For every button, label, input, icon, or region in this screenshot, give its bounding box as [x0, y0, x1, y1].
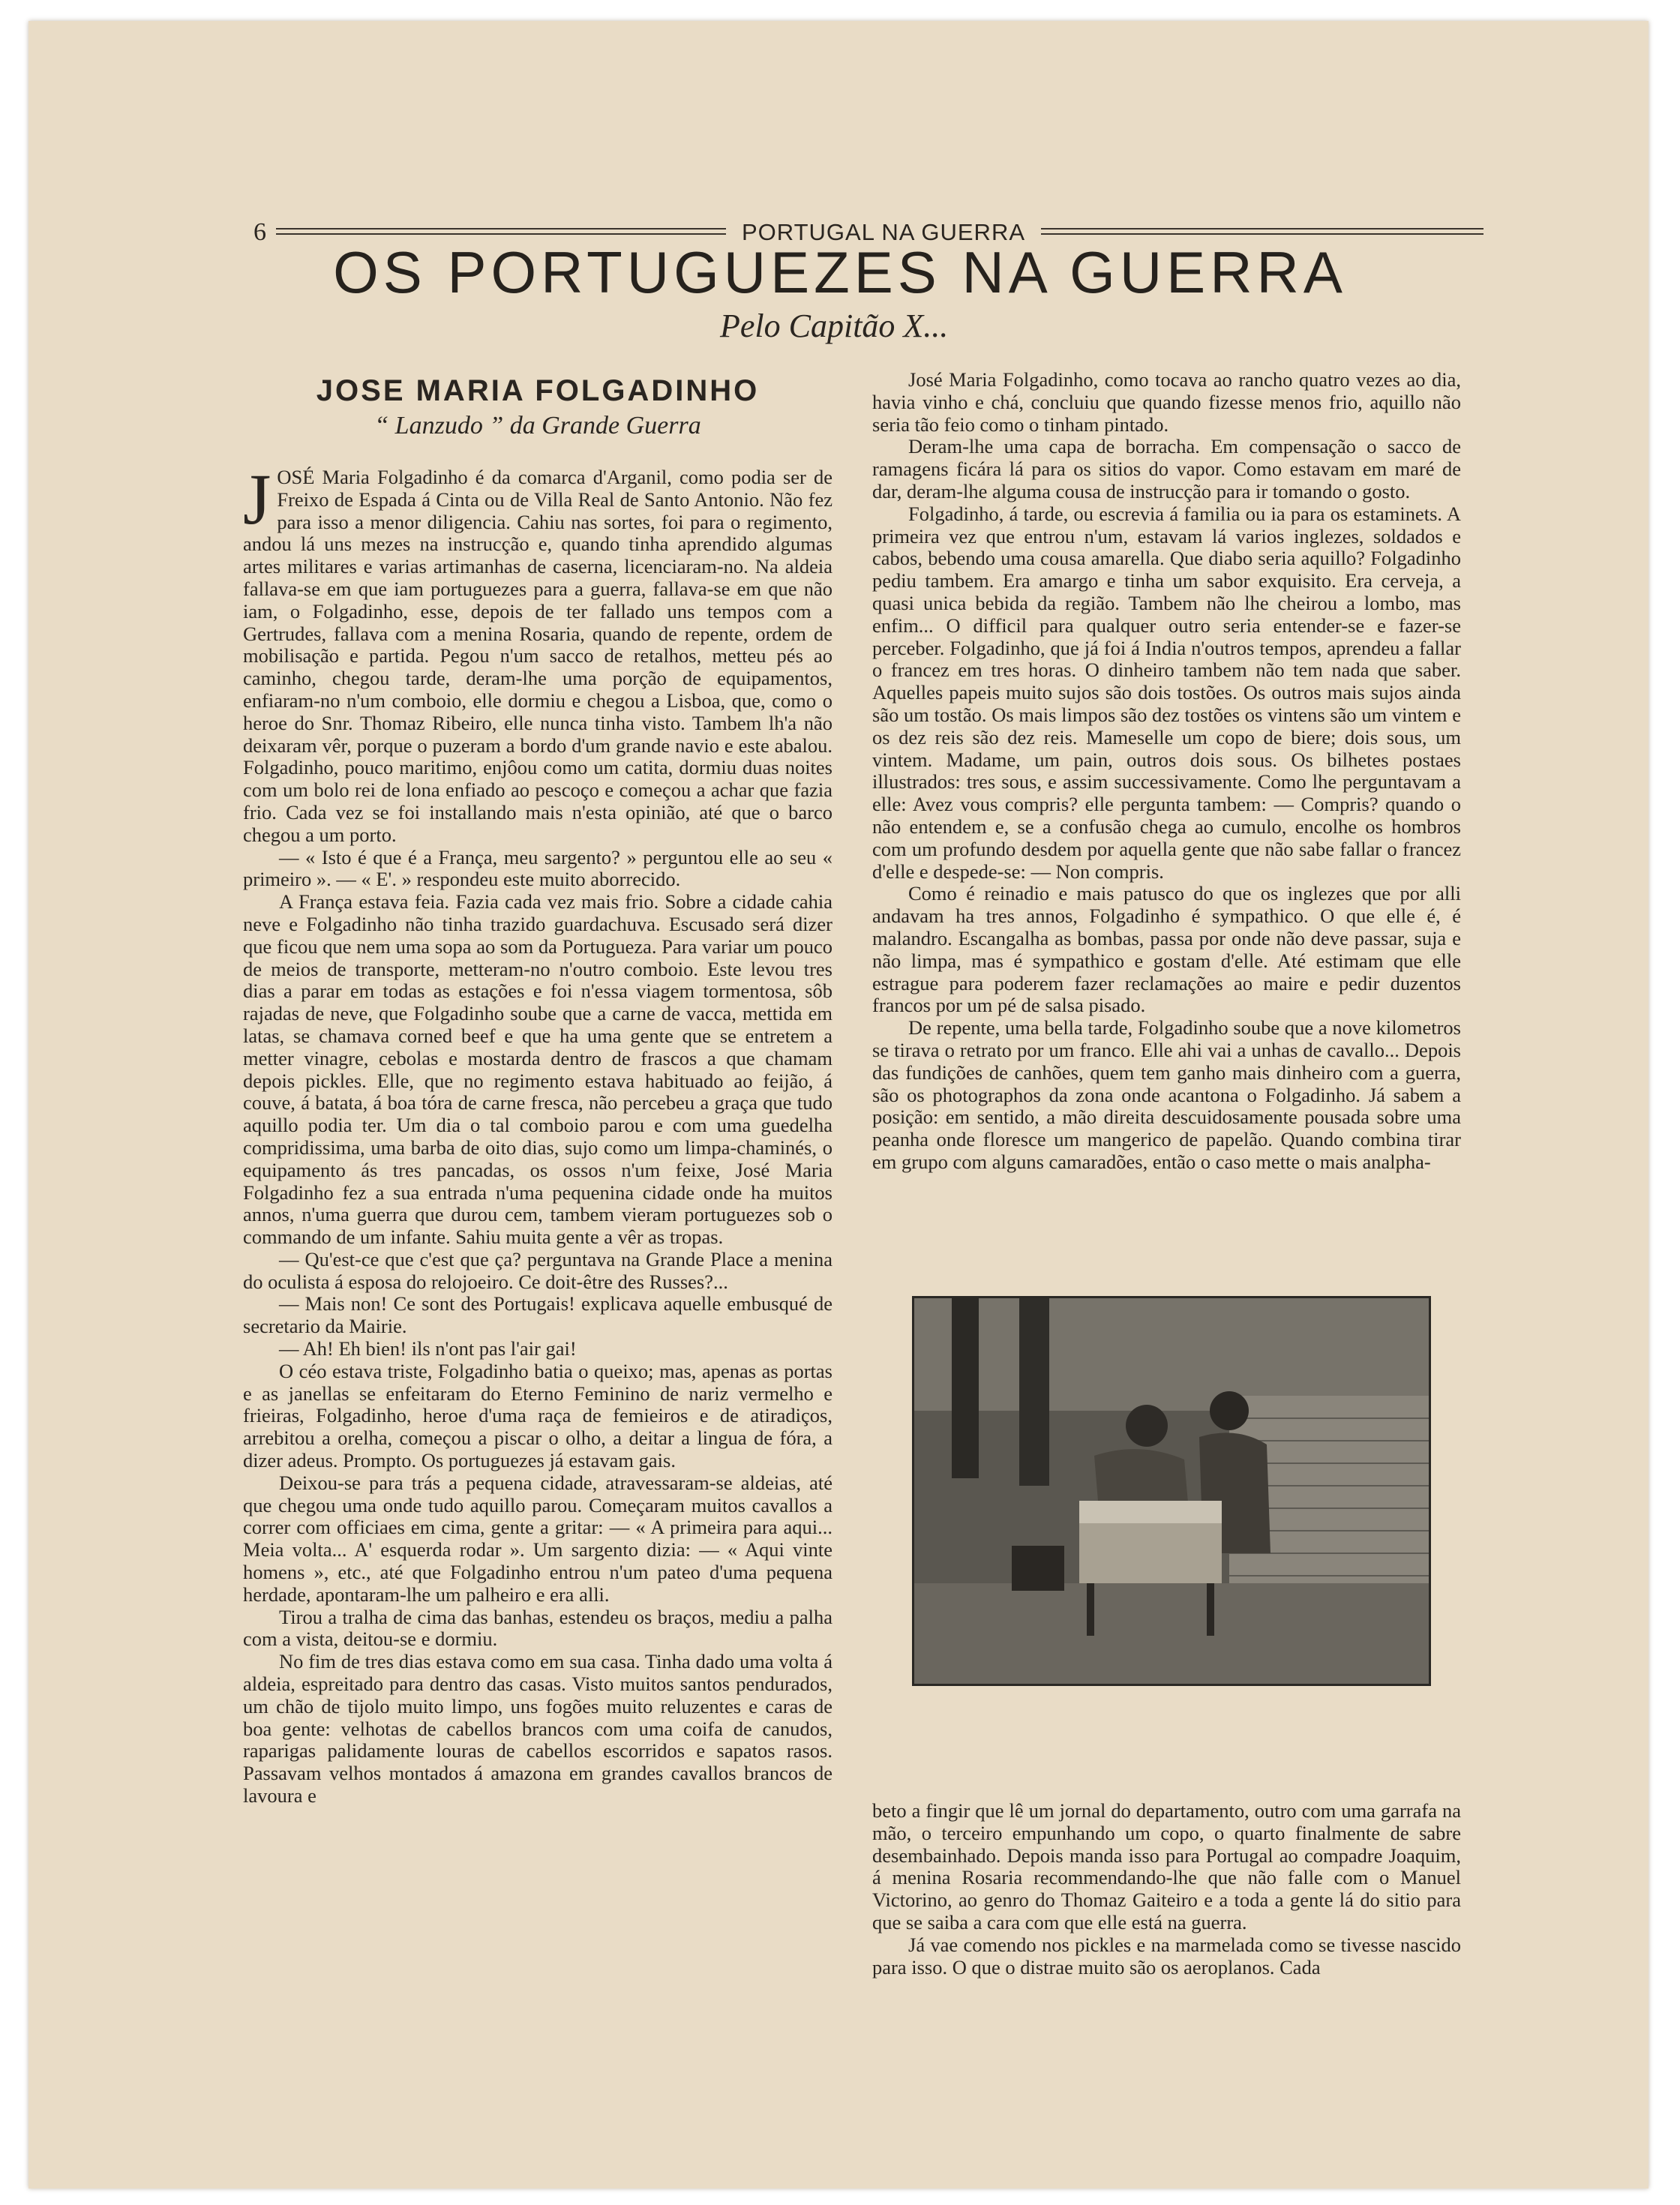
paragraph: Como é reinadio e mais patusco do que os inglezes que por alli andavam ha tres annos, Folgadinho é sympathico. O que elle é, é malandro. Escangalha as bombas, passa por onde não deve passar, suja e não limpa, mas é sympathico e gostam d'elle. Até estimam que elle estrague para poderem fazer reclamações ao maire e pedir duzentos francos por um pé de salsa pisado. — [872, 882, 1461, 1017]
paragraph: Tirou a tralha de cima das banhas, estendeu os braços, mediu a palha com a vista, deitou-se e dormiu. — [243, 1605, 832, 1651]
article-subhead — [243, 372, 832, 442]
running-title: PORTUGAL NA GUERRA — [741, 219, 1026, 245]
paragraph: No fim de tres dias estava como em sua casa. Tinha dado uma volta á aldeia, espreitado para dentro das casas. Visto muitos santos pendurados, um chão de tijolo muito limpo, uns fogões muito reluzentes e caras de boa gente: velhotas de cabellos brancos com uma coifa de canudos, raparigas palidamente louras de cabellos escorridos e sapatos rasos. Passavam velhos montados á amazona em grandes cavallos brancos de lavoura e — [243, 1650, 832, 1808]
drop-cap: J — [243, 459, 272, 539]
paragraph: De repente, uma bella tarde, Folgadinho soube que a nove kilometros se tirava o retrato por um franco. Elle ahi vai a unhas de cavallo... Depois das fundições de canhões, quem tem ganho mais dinheiro com a guerra, são os photographos da zona onde acantona o Folgadinho. Já sabem a posição: em sentido, a mão direita descuidosamente pousada sobre uma peanha onde floresce um mangerico de papelão. Quando combina tirar em grupo com alguns camaradões, então o caso mette o mais analpha- — [872, 1016, 1461, 1173]
paragraph: José Maria Folgadinho, como tocava ao rancho quatro vezes ao dia, havia vinho e chá, concluiu que quando fizesse menos frio, aquillo não seria tão feio como o tinham pintado. — [872, 368, 1461, 436]
paragraph: beto a fingir que lê um jornal do departamento, outro com uma garrafa na mão, o terceiro empunhando um copo, o quarto finalmente de sabre desembainhado. Depois manda isso para Portugal ao compadre Joaquim, á menina Rosaria recommendando-lhe que não falle com o Manuel Victorino, ao genro do Thomaz Gaiteiro e a toda a gente lá do sitio para que se saiba a cara com que elle está na guerra. — [872, 1799, 1461, 1934]
byline: Pelo Capitão X... — [720, 308, 949, 344]
paragraph: — Mais non! Ce sont des Portugais! explicava aquelle embusqué de secretario da Mairie. — [243, 1292, 832, 1338]
first-paragraph — [243, 459, 832, 847]
paragraph: Deixou-se para trás a pequena cidade, atravessaram-se aldeias, até que chegou uma onde tudo aquillo parou. Começaram muitos cavallos a correr com officiaes em cima, gente a gritar: — « A primeira para aqui... Meia volta... A' esquerda rodar ». Um sargento dizia: — « Aqui vinte homens », etc., até que Folgadinho entrou n'um pateo d'uma pequena herdade, apontaram-lhe um palheiro e era alli. — [243, 1471, 832, 1606]
paragraph: A França estava feia. Fazia cada vez mais frio. Sobre a cidade cahia neve e Folgadinho não tinha trazido guardachuva. Escusado será dizer que ficou que nem uma sopa ao som da Portugueza. Para variar um pouco de meios de transporte, metteram-no n'outro comboio. Este levou tres dias a parar em todas as estações e foi n'essa viagem tormentosa, sôb rajadas de neve, que Folgadinho soube que a carne de vacca, mettida em latas, se chamava corned beef e que ha uma gente que se entretem a metter vinagre, cebolas e mostarda dentro de frascos a que chamam depois pickles. Elle, que no regimento estava habituado ao feijão, á couve, á batata, á boa tóra de carne fresca, não percebeu a graça que tudo aquillo podia ter. Um dia o tal comboio parou e com uma guedelha compridissima, uma barba de oito dias, sujo como um limpa-chaminés, o equipamento ás tres pancadas, os ossos n'um feixe, José Maria Folgadinho fez a sua entrada n'uma pequenina cidade onde ha muitos annos, n'uma guerra que durou cem, tambem vieram portuguezes sob o commando de um infante. Sahiu muita gente a vêr as tropas. — [243, 890, 832, 1249]
paragraph: O céo estava triste, Folgadinho batia o queixo; mas, apenas as portas e as janellas se enfeitaram do Eterno Feminino de nariz vermelho e frieiras, Folgadinho, heroe d'uma raça de femieiros e de atiradiços, arrebitou a orelha, começou a piscar o olho, a deitar a lingua de fóra, a dizer adeus. Prompto. Os portuguezes já estavam gais. — [243, 1359, 832, 1472]
header-rule-right — [1041, 228, 1484, 235]
article-heading: JOSE MARIA FOLGADINHO — [316, 374, 760, 407]
column-right-bottom — [872, 1800, 1461, 1978]
article-title: OS PORTUGUEZES NA GUERRA — [333, 239, 1347, 305]
article-subheading: “ Lanzudo ” da Grande Guerra — [374, 412, 701, 440]
photo-illustration — [914, 1298, 1429, 1684]
paragraph: — « Isto é que é a França, meu sargento? » perguntou elle ao seu « primeiro ». — « E'. » respondeu este muito aborrecido. — [243, 845, 832, 891]
paragraph: — Qu'est-ce que c'est que ça? perguntava na Grande Place a menina do oculista á esposa do relojoeiro. Ce doit-être des Russes?... — [243, 1247, 832, 1293]
paragraph: Deram-lhe uma capa de borracha. Em compensação o sacco de ramagens ficára lá para os sitios do vapor. Como estavam em maré de dar, deram-lhe alguma cousa de instrucção para ir tomando o gosto. — [872, 435, 1461, 502]
header-rule-left — [276, 228, 726, 235]
column-left — [243, 459, 832, 1808]
first-paragraph-text: OSÉ Maria Folgadinho é da comarca d'Arganil, como podia ser de Freixo de Espada á Cinta ou de Villa Real de Santo Antonio. Não fez para isso a menor diligencia. Cahiu nas sortes, foi para o regimento, andou lá uns mezes na instrucção e, quando tinha aprendido algumas artes militares e varias artimanhas de caserna, licenciaram-no. Na aldeia fallava-se em que iam portuguezes para a guerra, fallava-se em que não iam, o Folgadinho, esse, depois de ter fallado uns tempos com a Gertrudes, fallava com a menina Rosaria, quando de repente, ordem de mobilisação e partida. Pegou n'um sacco de retalhos, metteu pés ao caminho, chegou tarde, deram-lhe uma porção de equipamentos, enfiaram-no n'um comboio, elle dormiu e chegou a Lisboa, que, como o heroe do Snr. Thomaz Ribeiro, elle nunca tinha visto. Tambem lh'a não deixaram vêr, porque o puzeram a bordo d'um grande navio e este abalou. Folgadinho, pouco maritimo, enjôou como um catita, dormiu duas noites com um bolo rei de lona enfiado ao pescoço e começou a achar que fazia frio. Cada vez se foi installando mais n'esta opinião, até que o barco chegou a um porto. — [243, 466, 832, 846]
page-number: 6 — [254, 218, 266, 246]
column-right-top — [872, 369, 1461, 1174]
soldiers-photograph — [912, 1296, 1431, 1686]
paragraph: — Ah! Eh bien! ils n'ont pas l'air gai! — [279, 1337, 577, 1360]
paragraph: Já vae comendo nos pickles e na marmelada como se tivesse nascido para isso. O que o distrae muito são os aeroplanos. Cada — [872, 1933, 1461, 1978]
paragraph: Folgadinho, á tarde, ou escrevia á familia ou ia para os estaminets. A primeira vez que entrou n'um, estavam lá varios inglezes, soldados e cabos, bebendo uma cousa amarella. Que diabo seria aquillo? Folgadinho pediu tambem. Era amargo e tinha um sabor exquisito. Era cerveja, a quasi unica bebida da região. Tambem não lhe cheirou a lombo, mas enfim... O difficil para qualquer outro seria entender-se e fazer-se perceber. Folgadinho, que já foi á India n'outros tempos, aprendeu a fallar o francez em tres horas. O dinheiro tambem não tem nada que saber. Aquelles papeis muito sujos são dois tostões. Os outros mais sujos ainda são um tostão. Os mais limpos são dez tostões os vintens são um vintem e os dez reis são dez reis. Mameselle um copo de biere; dois sous, um vintem. Madame, um pain, outros dois sous. Os bilhetes postaes illustrados: tres sous, e assim successivamente. Como lhe perguntavam a elle: Avez vous compris? elle pergunta tambem: — Compris? quando o não entendem e, se a confusão chega ao cumulo, encolhe os hombros com um profundo desdem por aquella gente que não sabe fallar o francez d'elle e despede-se: — Non compris. — [872, 502, 1461, 883]
